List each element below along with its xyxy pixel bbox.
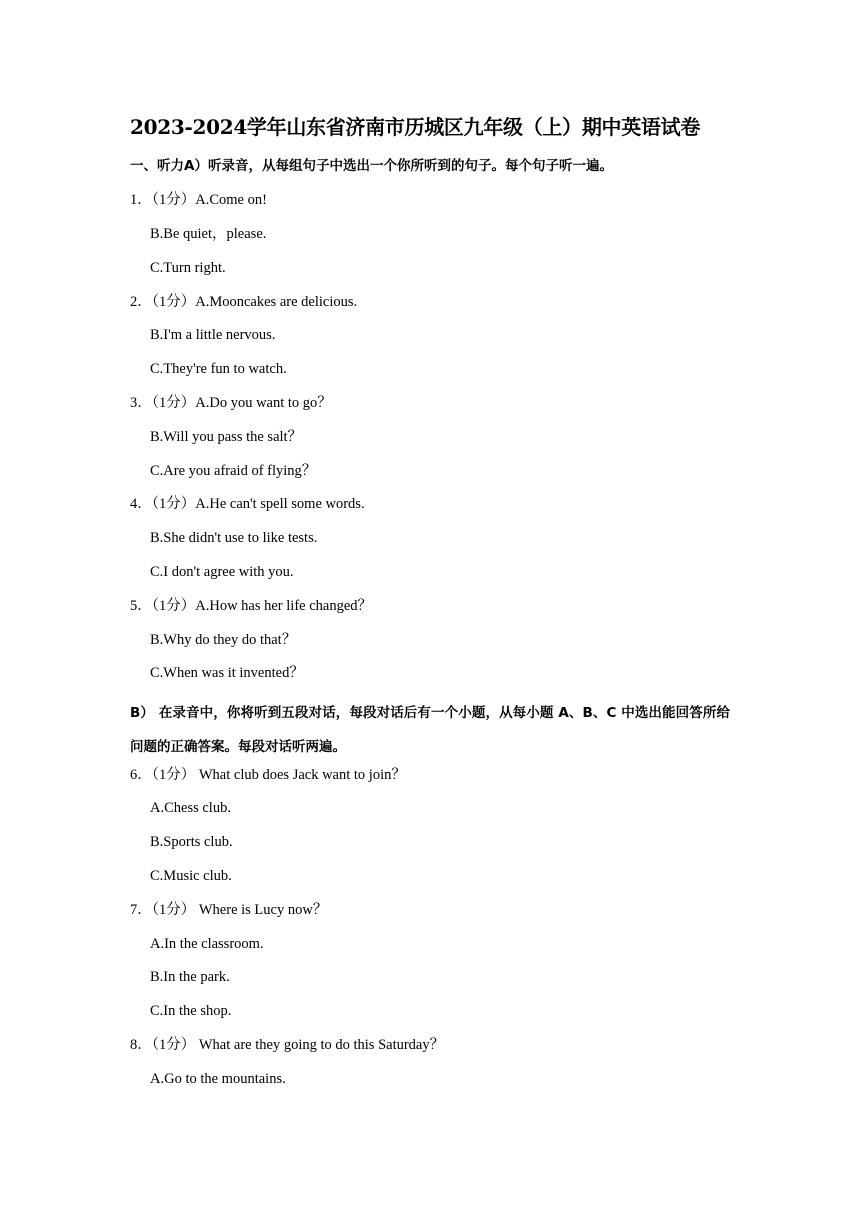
question-7-option-b: B.In the park.: [150, 969, 230, 985]
question-7-option-a: A.In the classroom.: [150, 936, 264, 952]
question-6-option-c: C.Music club.: [150, 868, 232, 884]
question-1-stem: 1．（1分）A.Come on!: [130, 192, 267, 208]
question-2-stem: 2．（1分）A.Mooncakes are delicious.: [130, 294, 358, 310]
question-8-stem: 8．（1分） What are they going to do this Saturday？: [130, 1037, 445, 1053]
question-3-option-b: B.Will you pass the salt？: [150, 429, 303, 445]
question-1-option-c: C.Turn right.: [150, 260, 226, 276]
question-7-stem: 7．（1分） Where is Lucy now？: [130, 902, 328, 918]
question-6-option-b: B.Sports club.: [150, 834, 233, 850]
question-2-option-c: C.They're fun to watch.: [150, 361, 287, 377]
question-4-option-b: B.She didn't use to like tests.: [150, 530, 318, 546]
question-3-option-c: C.Are you afraid of flying？: [150, 463, 317, 479]
exam-title: 2023-2024学年山东省济南市历城区九年级（上）期中英语试卷: [130, 115, 701, 139]
section-b-heading: B） 在录音中，你将听到五段对话，每段对话后有一个小题，从每小题 A、B、C 中选出能回答所给问题的正确答案。每段对话听两遍。: [130, 705, 730, 755]
question-2-option-b: B.I'm a little nervous.: [150, 327, 276, 343]
question-5-option-b: B.Why do they do that？: [150, 632, 297, 648]
question-5-option-c: C.When was it invented？: [150, 665, 304, 681]
question-6-option-a: A.Chess club.: [150, 800, 231, 816]
question-8-option-a: A.Go to the mountains.: [150, 1071, 286, 1087]
question-7-option-c: C.In the shop.: [150, 1003, 232, 1019]
question-6-stem: 6．（1分） What club does Jack want to join？: [130, 767, 406, 783]
question-4-option-c: C.I don't agree with you.: [150, 564, 294, 580]
question-4-stem: 4．（1分）A.He can't spell some words.: [130, 496, 365, 512]
section-a-heading: 一、听力A）听录音，从每组句子中选出一个你所听到的句子。每个句子听一遍。: [130, 158, 613, 174]
question-1-option-b: B.Be quiet，please.: [150, 226, 267, 242]
question-5-stem: 5．（1分）A.How has her life changed？: [130, 598, 373, 614]
question-3-stem: 3．（1分）A.Do you want to go？: [130, 395, 332, 411]
